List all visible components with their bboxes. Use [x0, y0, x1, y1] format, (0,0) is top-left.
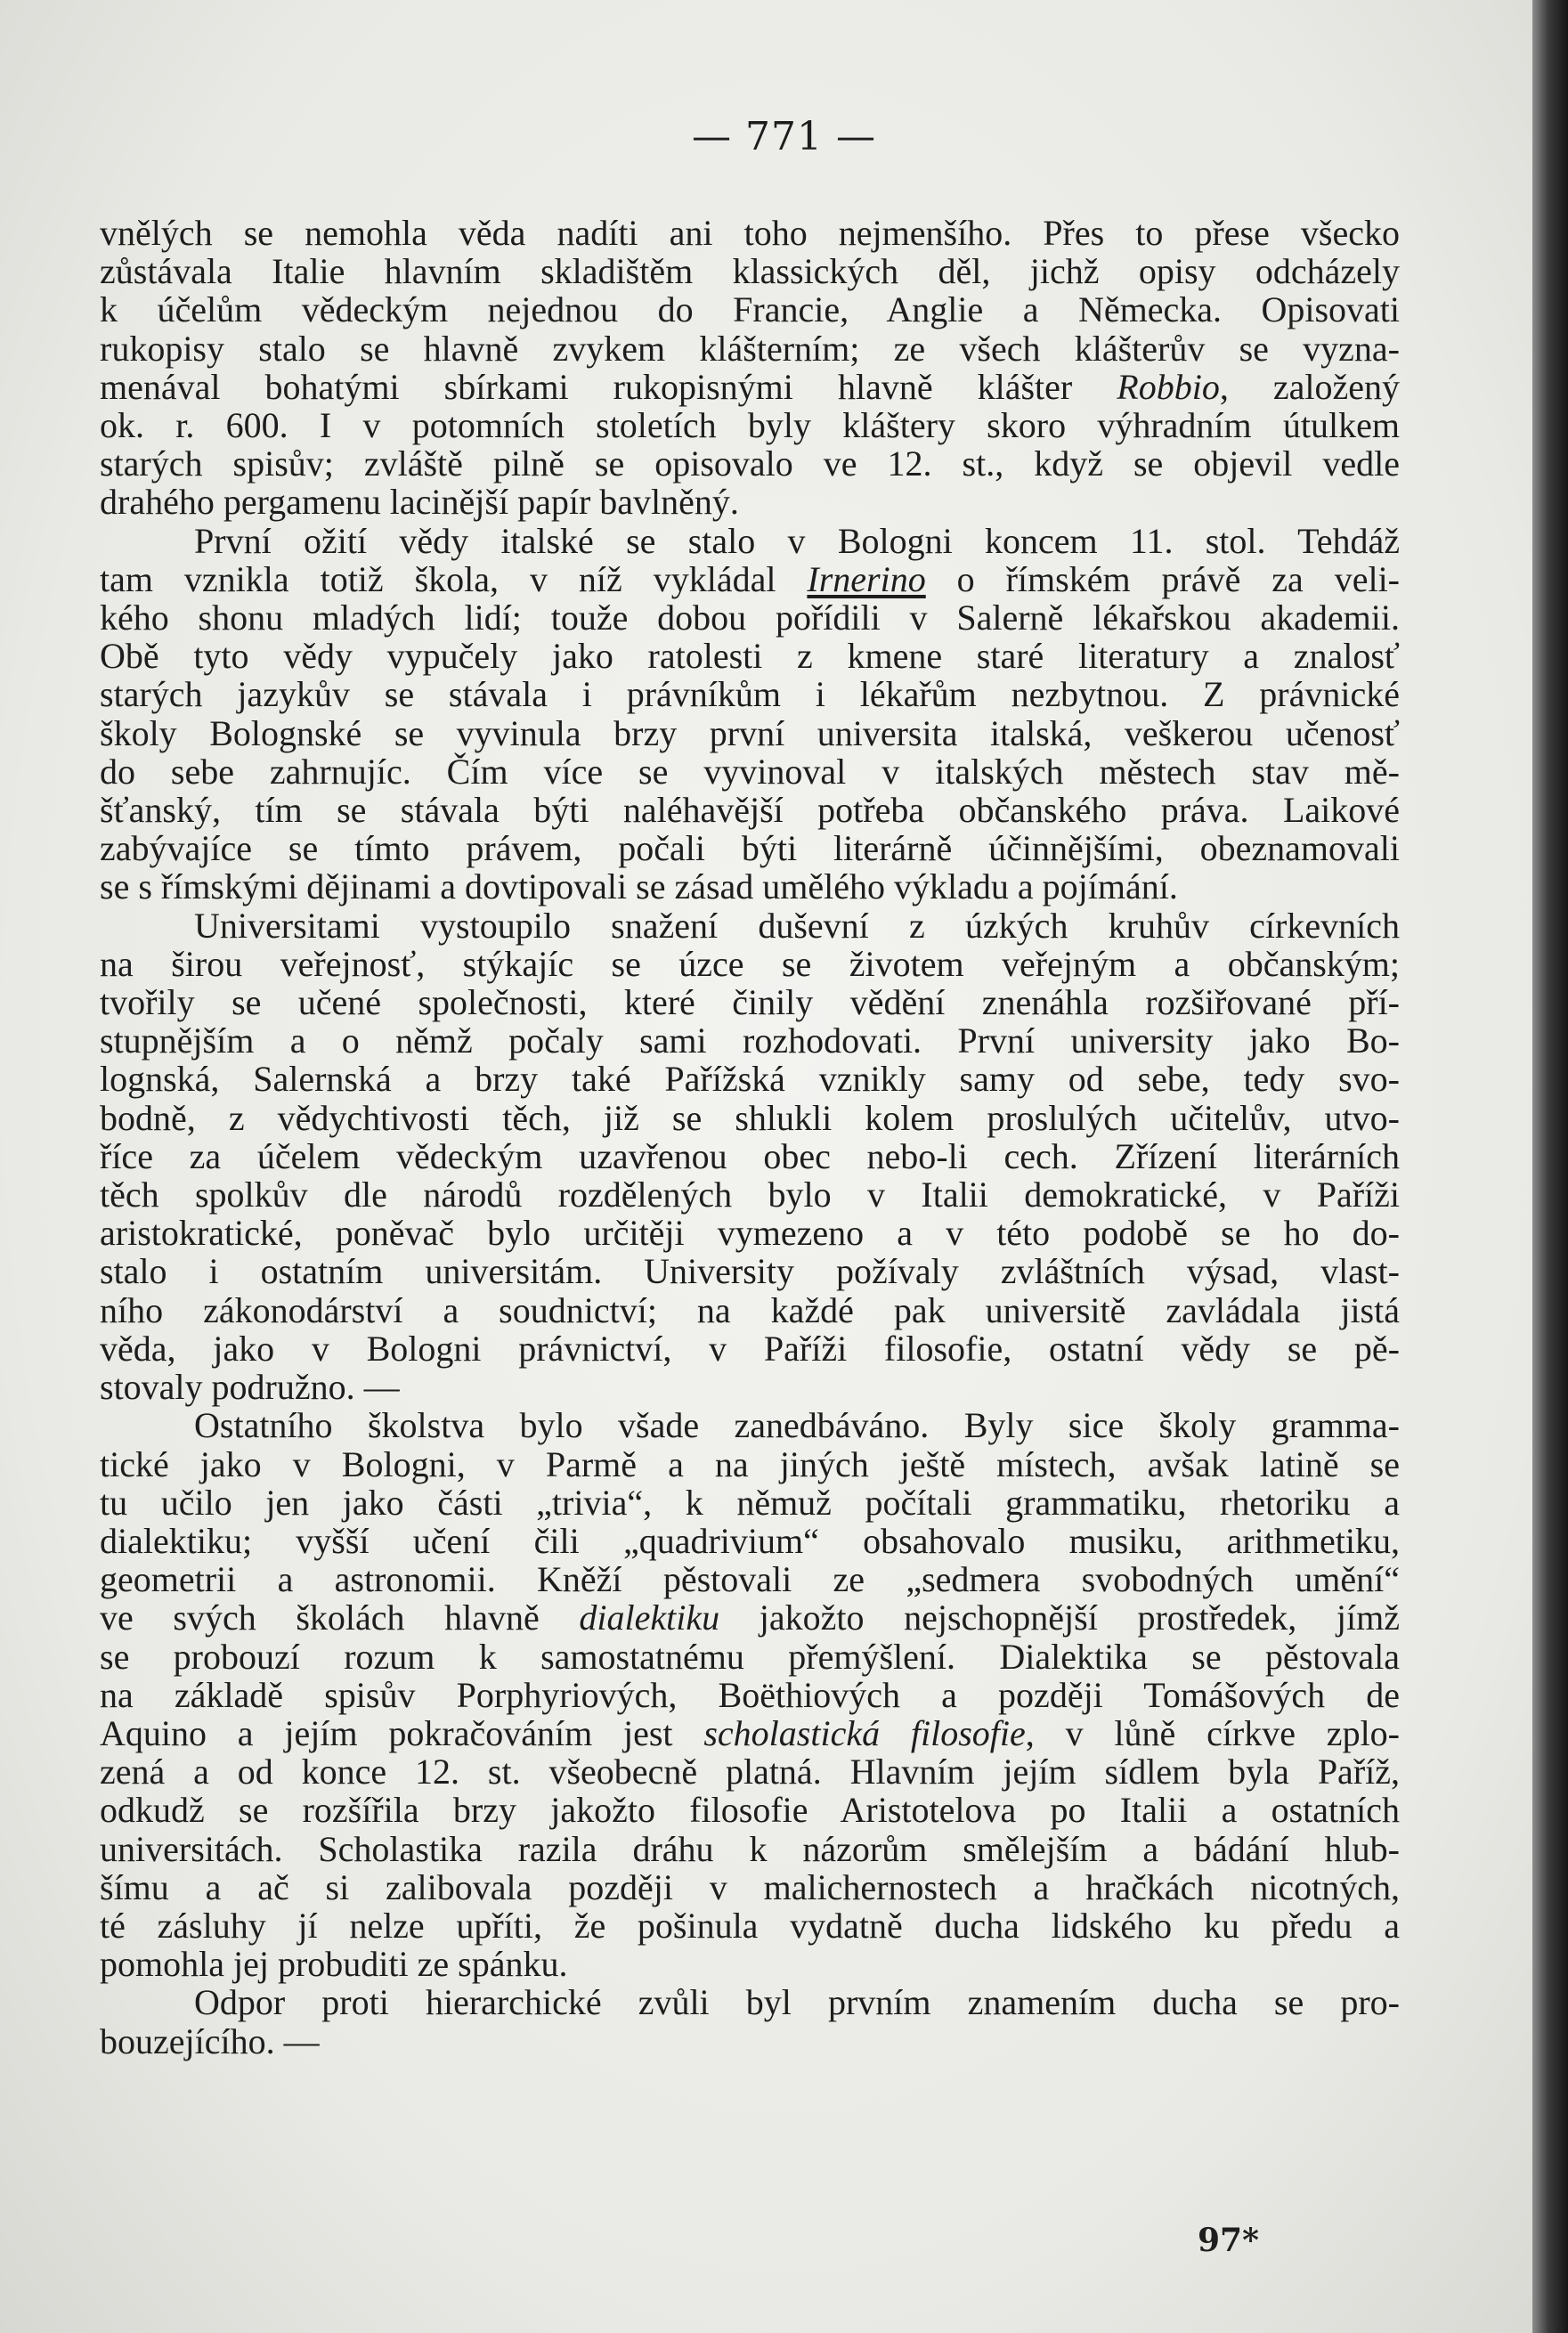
paragraph	[100, 906, 1400, 1407]
text-line: lognská, Salernská a brzy také Pařížská vznikly samy od sebe, tedy svo-	[100, 1059, 1400, 1100]
text-line: se s římskými dějinami a dovtipovali se zásad umělého výkladu a pojímání.	[100, 866, 1178, 907]
emphasized-term: dialektiku	[579, 1597, 720, 1638]
text-line: starých spisův; zvláště pilně se opisovalo ve 12. st., když se objevil vedle	[100, 443, 1400, 484]
text-line: tické jako v Bologni, v Parmě a na jiných ještě místech, avšak latině se	[100, 1443, 1400, 1484]
text-line: těch spolkův dle národů rozdělených bylo v Italii demokratické, v Paříži	[100, 1175, 1400, 1215]
text-line: aristokratické, poněvač bylo určitěji vymezeno a v této podobě se ho do-	[100, 1213, 1400, 1254]
text-line: ok. r. 600. I v potomních stoletích byly kláštery skoro výhradním útulkem	[100, 405, 1400, 446]
text-line: Obě tyto vědy vypučely jako ratolesti z kmene staré literatury a znalosť	[100, 636, 1400, 677]
paragraph	[100, 214, 1400, 522]
text-line: věda, jako v Bologni právnictví, v Paříži filosofie, ostatní vědy se pě-	[100, 1328, 1400, 1369]
text-line: se probouzí rozum k samostatnému přemýšlení. Dialektika se pěstovala	[100, 1636, 1400, 1677]
text-line: tam vznikla totiž škola, v níž vykládal Irnerino o římském právě za veli-	[100, 558, 1401, 599]
body-text	[100, 214, 1400, 2061]
text-line: šímu a ač si zalibovala později v malichernostech a hračkách nicotných,	[100, 1866, 1400, 1907]
text-line: pomohla jej probuditi ze spánku.	[100, 1944, 568, 1985]
emphasized-term: scholastická filosofie	[703, 1712, 1026, 1753]
text-line: rukopisy stalo se hlavně zvykem klášterním; ze všech klášterův se vyzna-	[100, 328, 1400, 369]
text-line: stalo i ostatním universitám. University požívaly zvláštních výsad, vlast-	[100, 1251, 1400, 1292]
text-line: drahého pergamenu lacinější papír bavlněný.	[100, 482, 739, 523]
text-line: té zásluhy jí nelze upříti, že pošinula vydatně ducha lidského ku předu a	[100, 1905, 1400, 1946]
text-line: tvořily se učené společnosti, které činily vědění znenáhla rozšiřované pří-	[100, 982, 1400, 1023]
text-line: stupnějším a o němž počaly sami rozhodovati. První university jako Bo-	[100, 1020, 1400, 1061]
text-line: menával bohatými sbírkami rukopisnými hlavně klášter Robbio, založený	[100, 366, 1400, 407]
text-line: ve svých školách hlavně dialektiku jakožto nejschopnější prostředek, jímž	[100, 1597, 1400, 1638]
text-line: zená a od konce 12. st. všeobecně platná. Hlavním jejím sídlem byla Paříž,	[100, 1752, 1400, 1792]
text-line: ního zákonodárství a soudnictví; na každé pak universitě zavládala jistá	[100, 1289, 1400, 1330]
text-line: bouzejícího. —	[100, 2020, 320, 2061]
text-line: bodně, z vědychtivosti těch, již se shlukli kolem proslulých učitelův, utvo-	[100, 1097, 1400, 1138]
text-line: odkudž se rozšířila brzy jakožto filosofie Aristotelova po Italii a ostatních	[100, 1790, 1400, 1831]
text-line: kého shonu mladých lidí; touže dobou pořídili v Salerně lékařskou akademii.	[100, 597, 1400, 638]
paragraph	[100, 1983, 1400, 2060]
text-line: vnělých se nemohla věda nadíti ani toho nejmenšího. Přes to přese všecko	[100, 213, 1400, 253]
text-line: tu učilo jen jako části „trivia“, k němuž počítali grammatiku, rhetoriku a	[100, 1482, 1400, 1523]
text-line: Universitami vystoupilo snažení duševní z úzkých kruhův církevních	[194, 905, 1400, 946]
text-line: školy Bolognské se vyvinula brzy první universita italská, veškerou učenosť	[100, 712, 1400, 753]
paragraph	[100, 522, 1400, 906]
page-number: — 771 —	[692, 114, 876, 159]
paragraph	[100, 1406, 1400, 1983]
text-line: do sebe zahrnujíc. Čím více se vyvinoval v italských městech stav mě-	[100, 751, 1400, 792]
text-line: šťanský, tím se stávala býti naléhavější potřeba občanského práva. Laikové	[100, 790, 1400, 831]
text-line: Odpor proti hierarchické zvůli byl prvním znamením ducha se pro-	[194, 1982, 1400, 2023]
page-edge-shadow	[1532, 0, 1568, 2333]
text-line: Aquino a jejím pokračováním jest scholastická filosofie, v lůně církve zplo-	[100, 1712, 1400, 1753]
text-line: Ostatního školstva bylo všade zanedbáváno. Byly sice školy gramma-	[194, 1405, 1400, 1446]
text-line: stovaly podružno. —	[100, 1367, 400, 1408]
printer-signature-mark: 97*	[1198, 2222, 1259, 2259]
emphasized-term: Robbio	[1117, 366, 1220, 407]
emphasized-term: Irnerino	[807, 558, 926, 599]
text-line: na základě spisův Porphyriových, Boëthiových a později Tomášových de	[100, 1674, 1400, 1715]
text-line: zabývajíce se tímto právem, počali býti literárně účinnějšími, obeznamovali	[100, 828, 1400, 869]
text-line: První ožití vědy italské se stalo v Bologni koncem 11. stol. Tehdáž	[194, 520, 1400, 561]
text-line: starých jazykův se stávala i právníkům i lékařům nezbytnou. Z právnické	[100, 674, 1400, 715]
text-line: geometrii a astronomii. Kněží pěstovali ze „sedmera svobodných umění“	[100, 1559, 1400, 1600]
text-line: k účelům vědeckým nejednou do Francie, Anglie a Německa. Opisovati	[100, 289, 1400, 330]
text-line: universitách. Scholastika razila dráhu k názorům smělejším a bádání hlub-	[100, 1828, 1400, 1869]
text-line: zůstávala Italie hlavním skladištěm klassických děl, jichž opisy odcházely	[100, 251, 1400, 292]
text-line: říce za účelem vědeckým uzavřenou obec nebo-li cech. Zřízení literárních	[100, 1135, 1400, 1176]
text-line: na širou veřejnosť, stýkajíc se úzce se životem veřejným a občanským;	[100, 943, 1400, 984]
text-line: dialektiku; vyšší učení čili „quadrivium“ obsahovalo musiku, arithmetiku,	[100, 1520, 1400, 1561]
